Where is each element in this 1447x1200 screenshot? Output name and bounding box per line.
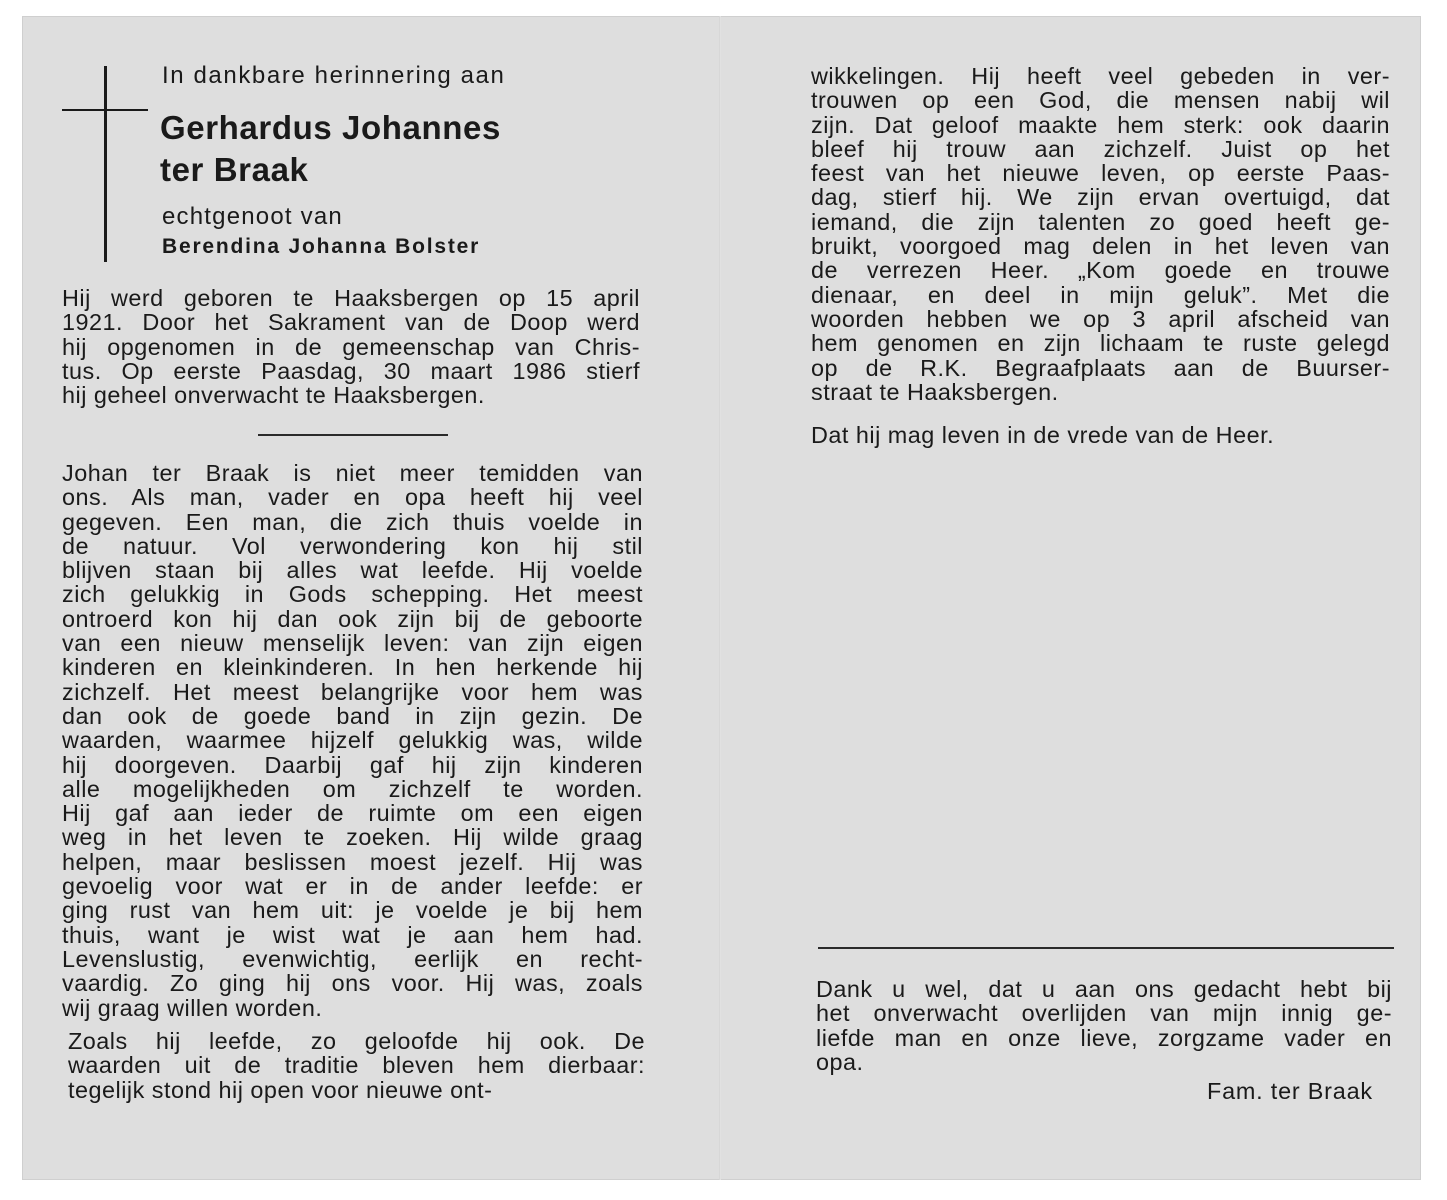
text-line: van een nieuw menselijk leven: van zijn eigen — [62, 630, 643, 657]
text-line: zijn. Dat geloof maakte hem sterk: ook daarin — [811, 111, 1390, 138]
text-line: hij opgenomen in de gemeenschap van Chris- — [62, 333, 640, 360]
text-line: Dank u wel, dat u aan ons gedacht hebt bij — [816, 976, 1392, 1002]
text-line: alle mogelijkheden om zichzelf te worden. — [62, 775, 643, 802]
thanks-paragraph — [816, 977, 1392, 1074]
text-line: hij doorgeven. Daarbij gaf hij zijn kinderen — [62, 751, 643, 778]
cross-icon-bar — [62, 109, 148, 111]
text-line: liefde man en onze lieve, zorgzame vader en — [816, 1024, 1392, 1051]
text-line: gegeven. Een man, die zich thuis voelde in — [62, 508, 643, 535]
text-line: gevoelig voor wat er in de ander leefde: er — [62, 873, 643, 900]
text-line: dan ook de goede band in zijn gezin. De — [62, 702, 643, 729]
spouse-label: echtgenoot van — [162, 203, 343, 230]
text-line: ontroerd kon hij dan ook zijn bij de geboorte — [62, 605, 643, 632]
text-line: straat te Haaksbergen. — [811, 378, 1059, 405]
text-line: woorden hebben we op 3 april afscheid van — [811, 305, 1390, 332]
text-line: hem genomen en zijn lichaam te ruste gelegd — [811, 330, 1390, 357]
text-line: opa. — [816, 1048, 864, 1075]
text-line: bruikt, voorgoed mag delen in het leven van — [811, 233, 1390, 260]
text-line: thuis, want je wist wat je aan hem had. — [62, 921, 643, 948]
text-line: Hij gaf aan ieder de ruimte om een eigen — [62, 800, 643, 827]
text-line: hij geheel onverwacht te Haaksbergen. — [62, 382, 485, 409]
text-line: ons. Als man, vader en opa heeft hij veel — [62, 484, 643, 511]
text-line: ging rust van hem uit: je voelde je bij hem — [62, 897, 643, 924]
separator-line — [258, 434, 448, 436]
faith-paragraph — [68, 1029, 645, 1102]
deceased-name-line2: ter Braak — [160, 151, 309, 188]
prayer-line — [811, 423, 1390, 447]
text-line: trouwen op een God, die mensen nabij wil — [811, 87, 1390, 114]
text-line: vaardig. Zo ging hij ons voor. Hij was, zoals — [62, 970, 643, 997]
family-signature: Fam. ter Braak — [1207, 1078, 1373, 1104]
text-line: helpen, maar beslissen moest jezelf. Hij was — [62, 848, 643, 875]
text-line: wikkelingen. Hij heeft veel gebeden in ver- — [811, 63, 1390, 89]
cross-icon — [104, 66, 107, 262]
intro-text: In dankbare herinnering aan — [162, 62, 506, 89]
text-line: 1921. Door het Sakrament van de Doop werd — [62, 309, 640, 336]
text-line: Hij werd geboren te Haaksbergen op 15 april — [62, 285, 640, 311]
separator-line — [818, 947, 1394, 949]
text-line: zichzelf. Het meest belangrijke voor hem was — [62, 678, 643, 705]
faith-paragraph-continued — [811, 64, 1390, 404]
text-line: de verrezen Heer. „Kom goede en trouwe — [811, 257, 1390, 284]
text-line: wij graag willen worden. — [62, 994, 323, 1021]
text-line: dienaar, en deel in mijn geluk”. Met die — [811, 281, 1390, 308]
text-line: op de R.K. Begraafplaats aan de Buurser- — [811, 354, 1390, 381]
deceased-name — [160, 107, 501, 191]
text-line: tus. Op eerste Paasdag, 30 maart 1986 stierf — [62, 357, 640, 384]
card-fold — [719, 16, 721, 1180]
text-line: Zoals hij leefde, zo geloofde hij ook. De — [68, 1028, 645, 1054]
spouse-name: Berendina Johanna Bolster — [162, 235, 481, 258]
text-line: Dat hij mag leven in de vrede van de Heer. — [811, 422, 1275, 448]
text-line: Levenslustig, evenwichtig, eerlijk en recht- — [62, 945, 643, 972]
text-line: feest van het nieuwe leven, op eerste Paas- — [811, 160, 1390, 187]
life-paragraph — [62, 461, 643, 1020]
text-line: het onverwacht overlijden van mijn innig ge- — [816, 1000, 1392, 1027]
text-line: waarden, waarmee hijzelf gelukkig was, wilde — [62, 727, 643, 754]
text-line: weg in het leven te zoeken. Hij wilde graag — [62, 824, 643, 851]
text-line: de natuur. Vol verwondering kon hij stil — [62, 532, 643, 559]
text-line: iemand, die zijn talenten zo goed heeft ge- — [811, 208, 1390, 235]
text-line: bleef hij trouw aan zichzelf. Juist op het — [811, 135, 1390, 162]
text-line: zich gelukkig in Gods schepping. Het meest — [62, 581, 643, 608]
text-line: tegelijk stond hij open voor nieuwe ont- — [68, 1076, 493, 1103]
text-line: blijven staan bij alles wat leefde. Hij voelde — [62, 557, 643, 584]
text-line: kinderen en kleinkinderen. In hen herkende hij — [62, 654, 643, 681]
deceased-name-line1: Gerhardus Johannes — [160, 109, 501, 146]
text-line: Johan ter Braak is niet meer temidden van — [62, 460, 643, 486]
text-line: waarden uit de traditie bleven hem dierbaar: — [68, 1052, 645, 1079]
birth-death-paragraph — [62, 286, 640, 407]
text-line: dag, stierf hij. We zijn ervan overtuigd, dat — [811, 184, 1390, 211]
